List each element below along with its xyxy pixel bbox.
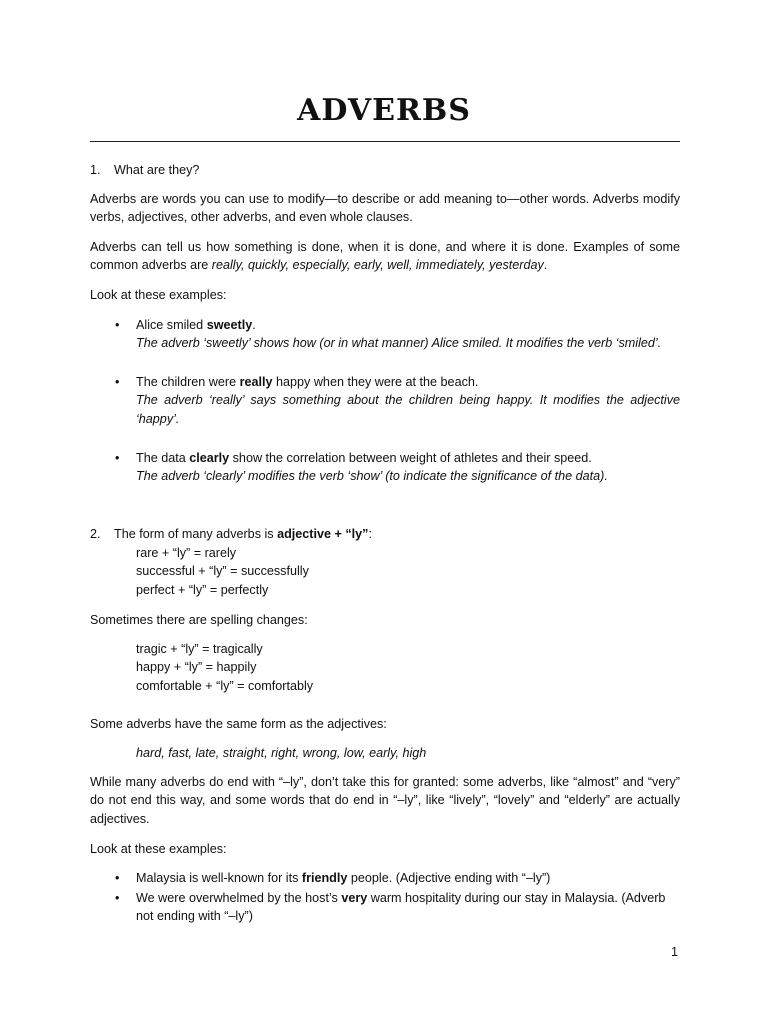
section-2-heading: 2. The form of many adverbs is adjective + “ly”: xyxy=(90,525,680,543)
paragraph-ly-note: While many adverbs do end with “–ly”, don’t take this for granted: some adverbs, like “almost” and “very” do not end this way, and some words that do end in “–ly”, like “lively”, “lovely” and “elderly” are actually adjectives. xyxy=(90,775,680,826)
section-1-heading xyxy=(90,161,680,179)
section-2-number: 2. xyxy=(90,527,101,541)
list-item: comfortable + “ly” = comfortably xyxy=(136,678,314,693)
bullet-icon: • xyxy=(115,891,120,905)
example-sentence: Alice smiled sweetly. xyxy=(136,318,256,332)
example-note: The adverb ‘really’ says something about the children being happy. It modifies the adjective ‘happy’. xyxy=(136,393,680,426)
example-sentence: The data clearly show the correlation between weight of athletes and their speed. xyxy=(136,451,592,465)
title-rule xyxy=(90,141,680,142)
bullet-icon: • xyxy=(115,318,120,332)
page-title: ADVERBS xyxy=(297,93,471,128)
list-item: rare + “ly” = rarely xyxy=(136,546,237,560)
page-number: 1 xyxy=(670,945,678,959)
example-sentence: We were overwhelmed by the host’s very warm hospitality during our stay in Malaysia. (Adverb not ending with “–ly”) xyxy=(136,891,666,924)
bullet-icon: • xyxy=(115,375,120,389)
paragraph-examples-text: Adverbs can tell us how something is done, when it is done, and where it is done. Examples of some common adverbs are xyxy=(90,240,680,273)
paragraph-examples xyxy=(90,238,680,275)
section-1-number: 1. xyxy=(90,163,101,177)
same-form-heading: Some adverbs have the same form as the adjectives: xyxy=(90,717,387,731)
paragraph-definition: Adverbs are words you can use to modify—to describe or add meaning to—other words. Adverbs modify verbs, adjectives, other adverbs, and even whole clauses. xyxy=(90,192,680,225)
look-examples-heading-1: Look at these examples: xyxy=(90,288,227,302)
example-sentence: Malaysia is well-known for its friendly people. (Adjective ending with “–ly”) xyxy=(136,871,551,885)
example-note: The adverb ‘clearly’ modifies the verb ‘show’ (to indicate the significance of the data). xyxy=(136,469,608,484)
bullet-icon: • xyxy=(115,871,120,885)
example-sentence: The children were really happy when they were at the beach. xyxy=(136,375,479,389)
spelling-list xyxy=(136,640,313,695)
section-1-title: What are they? xyxy=(114,163,200,177)
spelling-heading: Sometimes there are spelling changes: xyxy=(90,613,308,627)
paragraph-examples-list: really, quickly, especially, early, well, immediately, yesterday xyxy=(211,258,544,273)
same-form-list: hard, fast, late, straight, right, wrong, low, early, high xyxy=(136,746,427,760)
paragraph-examples-end: . xyxy=(543,258,548,273)
look-examples-heading-2: Look at these examples: xyxy=(90,842,227,856)
list-item: successful + “ly” = successfully xyxy=(136,564,309,579)
list-item: tragic + “ly” = tragically xyxy=(136,642,263,656)
list-item: perfect + “ly” = perfectly xyxy=(136,582,269,597)
bullet-icon: • xyxy=(115,451,120,465)
list-item: happy + “ly” = happily xyxy=(136,660,257,675)
example-note: The adverb ‘sweetly’ shows how (or in what manner) Alice smiled. It modifies the verb ‘smiled’. xyxy=(136,336,662,351)
form-list xyxy=(136,544,309,599)
